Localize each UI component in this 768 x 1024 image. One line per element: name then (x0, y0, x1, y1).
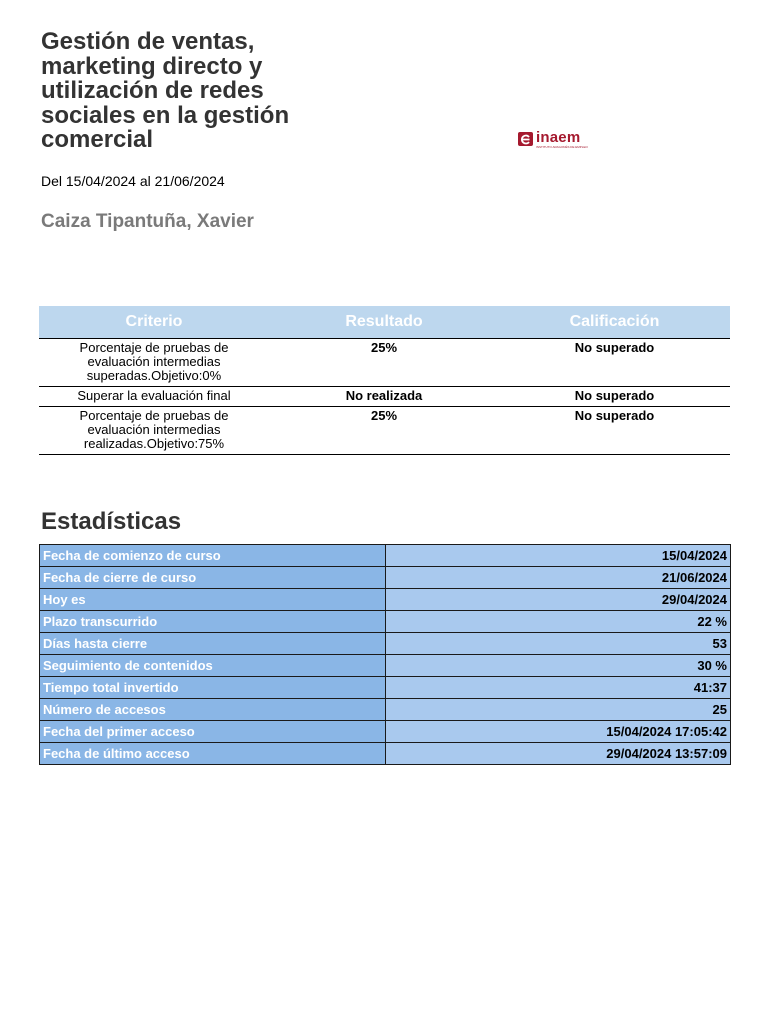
resultado-cell: No realizada (269, 387, 499, 407)
criterio-text: Superar la evaluación final (77, 388, 231, 403)
stats-row (40, 743, 731, 765)
stat-label: Días hasta cierre (40, 633, 386, 655)
stat-value: 41:37 (386, 677, 731, 699)
stat-value: 21/06/2024 (386, 567, 731, 589)
stats-row (40, 721, 731, 743)
course-title: Gestión de ventas, marketing directo y utilización de redes sociales en la gestión comercial (41, 28, 290, 153)
calificacion-cell: No superado (499, 339, 730, 387)
stat-label: Fecha de cierre de curso (40, 567, 386, 589)
stats-row (40, 633, 731, 655)
stat-label: Fecha de comienzo de curso (40, 545, 386, 567)
stats-table (39, 544, 731, 765)
stats-row (40, 589, 731, 611)
stat-value: 22 % (386, 611, 731, 633)
results-header-row (39, 306, 730, 339)
table-row (39, 407, 730, 455)
resultado-cell: 25% (269, 339, 499, 387)
column-header-calificacion: Calificación (499, 306, 730, 339)
stats-row (40, 611, 731, 633)
results-table (39, 306, 730, 455)
inaem-logo (518, 131, 598, 151)
stats-title: Estadísticas (41, 508, 182, 535)
stats-row (40, 655, 731, 677)
stat-label: Tiempo total invertido (40, 677, 386, 699)
stat-value: 53 (386, 633, 731, 655)
criterio-cell (39, 387, 269, 407)
stat-label: Fecha del primer acceso (40, 721, 386, 743)
criterio-cell (39, 407, 269, 455)
stat-value: 29/04/2024 (386, 589, 731, 611)
stat-label: Hoy es (40, 589, 386, 611)
stat-label: Seguimiento de contenidos (40, 655, 386, 677)
stat-label: Plazo transcurrido (40, 611, 386, 633)
criterio-cell (39, 339, 269, 387)
student-name: Caiza Tipantuña, Xavier (41, 211, 254, 232)
table-row (39, 387, 730, 407)
column-header-resultado: Resultado (269, 306, 499, 339)
stats-row (40, 699, 731, 721)
calificacion-cell: No superado (499, 407, 730, 455)
criterio-text: Porcentaje de pruebas de evaluación intermedias realizadas.Objetivo:75% (79, 408, 229, 451)
stat-value: 30 % (386, 655, 731, 677)
stats-row (40, 567, 731, 589)
stat-value: 15/04/2024 (386, 545, 731, 567)
date-range: Del 15/04/2024 al 21/06/2024 (41, 173, 225, 189)
stats-row (40, 677, 731, 699)
resultado-cell: 25% (269, 407, 499, 455)
stat-label: Número de accesos (40, 699, 386, 721)
stat-label: Fecha de último acceso (40, 743, 386, 765)
table-row (39, 339, 730, 387)
stat-value: 15/04/2024 17:05:42 (386, 721, 731, 743)
inaem-logo-icon (518, 131, 534, 147)
stats-row (40, 545, 731, 567)
criterio-text: Porcentaje de pruebas de evaluación intermedias superadas.Objetivo:0% (79, 340, 229, 383)
stat-value: 29/04/2024 13:57:09 (386, 743, 731, 765)
logo-subtitle: INSTITUTO ARAGONÉS DE EMPLEO (536, 145, 588, 149)
logo-word: inaem (536, 129, 581, 146)
calificacion-cell: No superado (499, 387, 730, 407)
column-header-criterio: Criterio (39, 306, 269, 339)
stat-value: 25 (386, 699, 731, 721)
